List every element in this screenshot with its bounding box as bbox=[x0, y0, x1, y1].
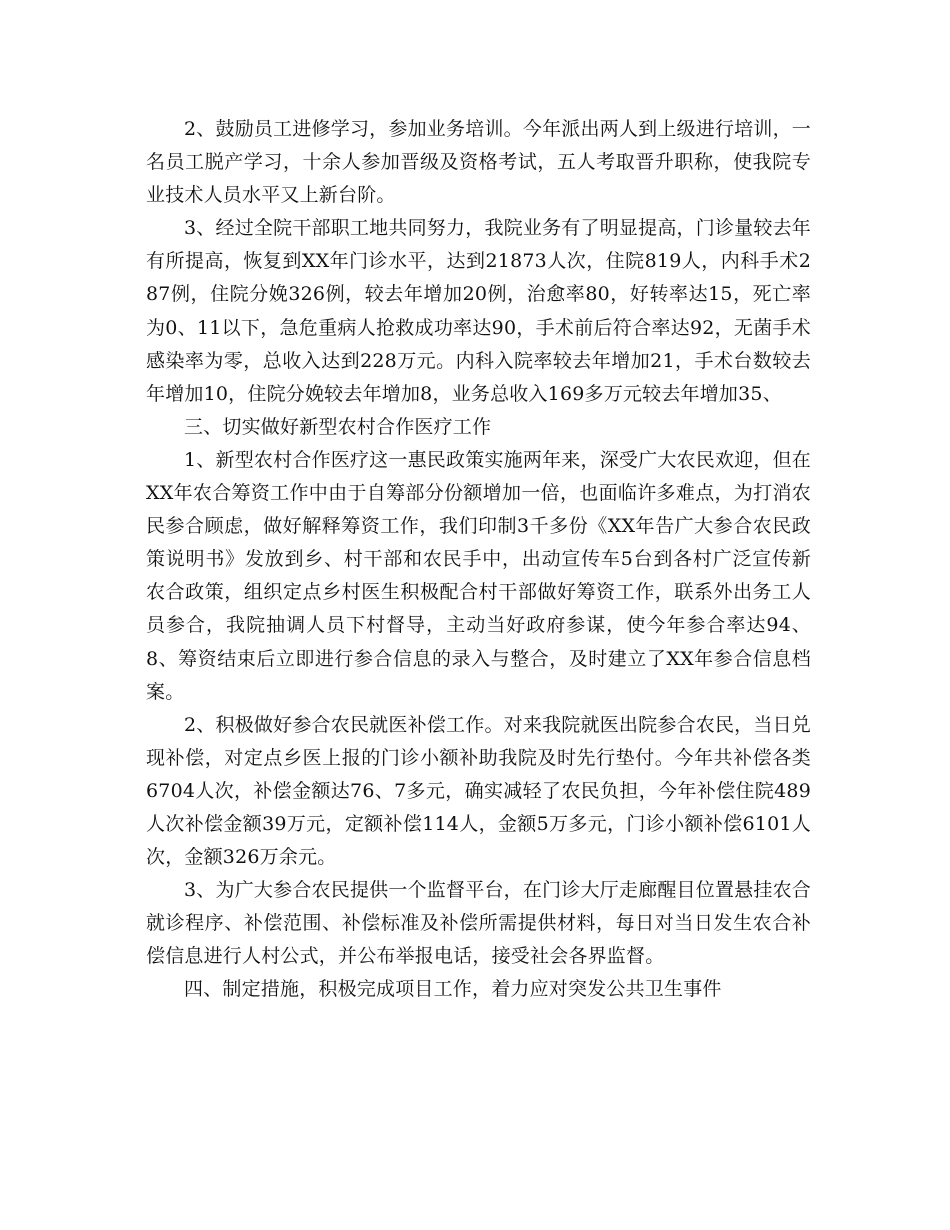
document-body bbox=[146, 113, 811, 1007]
paragraph-supervision: 3、为广大参合农民提供一个监督平台，在门诊大厅走廊醒目位置悬挂农合就诊程序、补偿范围、补偿标准及补偿所需提供材料，每日对当日发生农合补偿信息进行人村公式，并公布举报电话，接受社会各界监督。 bbox=[146, 879, 811, 968]
paragraph-business-results: 3、经过全院干部职工地共同努力，我院业务有了明显提高，门诊量较去年有所提高，恢复到XX年门诊水平，达到21873人次，住院819人，内科手术287例，住院分娩326例，较去年增加20例，治愈率80，好转率达15，死亡率为0、11以下，急危重病人抢救成功率达90，手术前后符合率达92，无菌手术感染率为零，总收入达到228万元。内科入院率较去年增加21，手术台数较去年增加10，住院分娩较去年增加8，业务总收入169多万元较去年增加35、 bbox=[146, 217, 811, 405]
section-heading-public-health: 四、制定措施，积极完成项目工作，着力应对突发公共卫生事件 bbox=[184, 978, 722, 1001]
paragraph-compensation: 2、积极做好参合农民就医补偿工作。对来我院就医出院参合农民，当日兑现补偿，对定点乡医上报的门诊小额补助我院及时先行垫付。今年共补偿各类6704人次，补偿金额达76、7多元，确实减轻了农民负担，今年补偿住院489人次补偿金额39万元，定额补偿114人，金额5万多元，门诊小额补偿6101人次，金额326万余元。 bbox=[146, 713, 811, 869]
paragraph-fundraising: 1、新型农村合作医疗这一惠民政策实施两年来，深受广大农民欢迎，但在XX年农合筹资工作中由于自筹部分份额增加一倍，也面临许多难点，为打消农民参合顾虑，做好解释筹资工作，我们印制3千多份《XX年告广大参合农民政策说明书》发放到乡、村干部和农民手中，出动宣传车5台到各村广泛宣传新农合政策，组织定点乡村医生积极配合村干部做好筹资工作，联系外出务工人员参合，我院抽调人员下村督导，主动当好政府参谋，使今年参合率达94、8、筹资结束后立即进行参合信息的录入与整合，及时建立了XX年参合信息档案。 bbox=[146, 448, 811, 703]
section-heading-rural-cooperative-medical: 三、切实做好新型农村合作医疗工作 bbox=[184, 415, 492, 438]
paragraph-training: 2、鼓励员工进修学习，参加业务培训。今年派出两人到上级进行培训，一名员工脱产学习，十余人参加晋级及资格考试，五人考取晋升职称，使我院专业技术人员水平又上新台阶。 bbox=[146, 118, 811, 207]
